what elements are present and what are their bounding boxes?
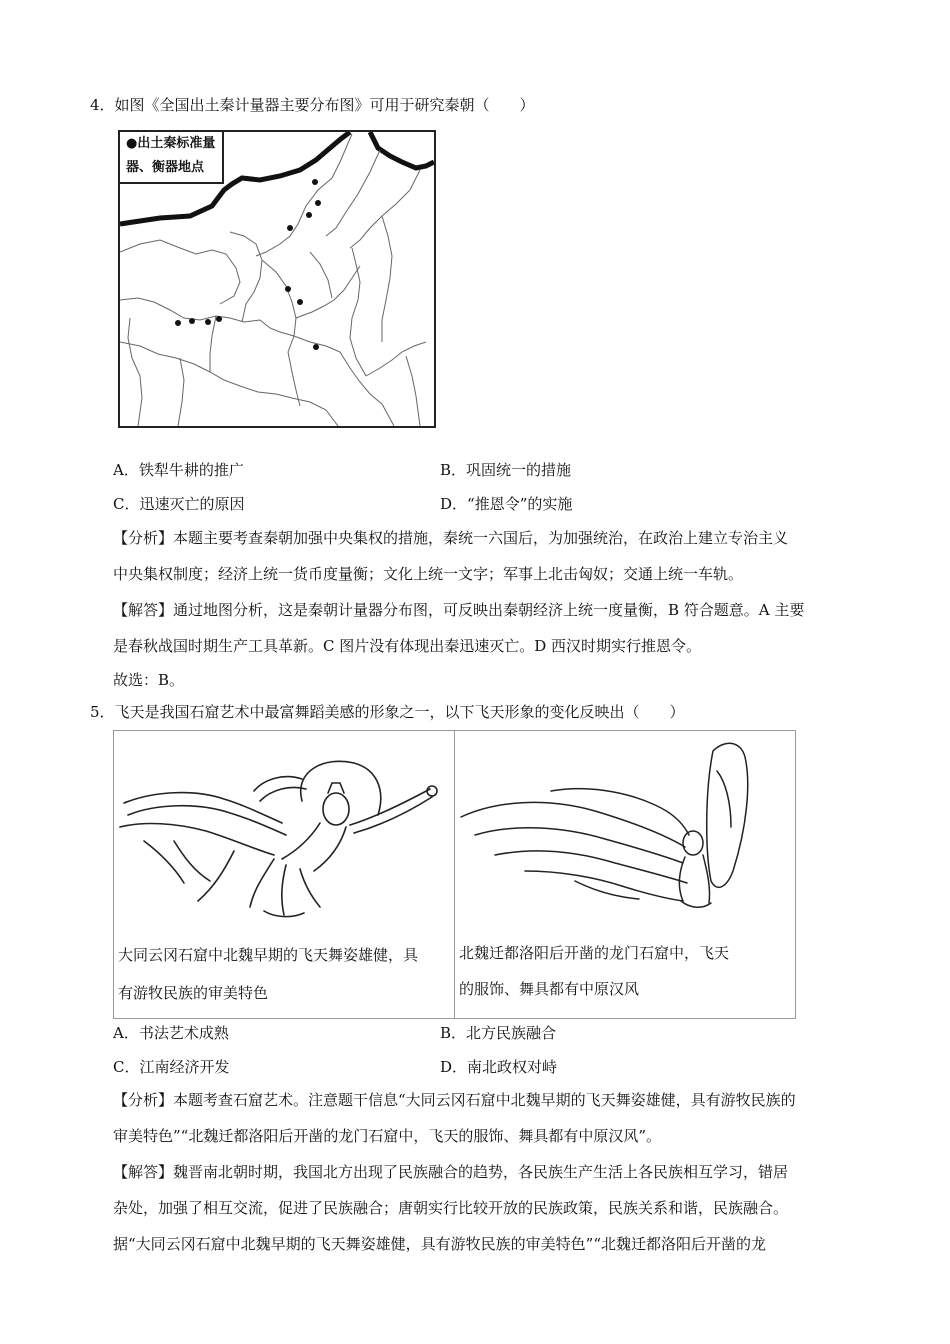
q4-option-d: D．“推恩令”的实施: [440, 495, 573, 513]
q4-answer: 【解答】通过地图分析，这是秦朝计量器分布图，可反映出秦朝经济上统一度量衡，B 符合题意。A 主要: [113, 601, 805, 619]
findspot-dot: [205, 319, 211, 325]
longmen-caption: 的服饰、舞具都有中原汉风: [459, 980, 640, 998]
findspot-dot: [312, 179, 318, 185]
q4-option-a: A．铁犁牛耕的推广: [113, 461, 244, 479]
q5-stem: 5．飞天是我国石窟艺术中最富舞蹈美感的形象之一，以下飞天形象的变化反映出（ ）: [90, 703, 685, 721]
q5-option-c: C．江南经济开发: [113, 1058, 230, 1076]
findspot-dot: [313, 344, 319, 350]
q4-option-c: C．迅速灭亡的原因: [113, 495, 245, 513]
q5-answer: 据“大同云冈石窟中北魏早期的飞天舞姿雄健，具有游牧民族的审美特色”“北魏迁都洛阳后开凿的龙: [113, 1235, 767, 1253]
findspot-dot: [216, 316, 222, 322]
feitian-image-table: [113, 730, 796, 1019]
q4-answer: 是春秋战国时期生产工具革新。C 图片没有体现出秦迅速灭亡。D 西汉时期实行推恩令。: [113, 637, 702, 655]
findspot-dot: [285, 286, 291, 292]
findspot-dot: [306, 212, 312, 218]
findspot-dot: [287, 225, 293, 231]
yungang-caption: 有游牧民族的审美特色: [118, 984, 269, 1002]
findspot-dot: [175, 320, 181, 326]
legend-line: ●出土秦标准量: [126, 136, 216, 151]
yungang-cell: [114, 731, 455, 1018]
longmen-feitian-illustration: [455, 731, 795, 931]
q5-option-b: B．北方民族融合: [440, 1024, 557, 1042]
findspot-dot: [297, 299, 303, 305]
findspot-markers: [175, 179, 321, 350]
qin-measure-map: [118, 130, 436, 428]
findspot-dot: [315, 200, 321, 206]
findspot-dot: [189, 318, 195, 324]
legend-line: 器、衡器地点: [126, 160, 205, 175]
q5-option-d: D．南北政权对峙: [440, 1058, 558, 1076]
q4-option-b: B．巩固统一的措施: [440, 461, 572, 479]
q5-option-a: A．书法艺术成熟: [113, 1024, 229, 1042]
map-legend: [120, 132, 224, 184]
q4-choice: 故选：B。: [113, 671, 185, 689]
longmen-cell: [455, 731, 795, 1018]
q5-answer: 杂处，加强了相互交流，促进了民族融合；唐朝实行比较开放的民族政策，民族关系和谐，民族融合。: [113, 1199, 789, 1217]
q4-stem: 4．如图《全国出土秦计量器主要分布图》可用于研究秦朝（ ）: [90, 96, 535, 114]
longmen-caption: 北魏迁都洛阳后开凿的龙门石窟中，飞天: [459, 944, 730, 962]
q5-analysis: 【分析】本题考查石窟艺术。注意题干信息“大同云冈石窟中北魏早期的飞天舞姿雄健，具有游牧民族的: [113, 1091, 796, 1109]
yungang-feitian-illustration: [114, 731, 454, 931]
q4-analysis: 【分析】本题主要考查秦朝加强中央集权的措施，秦统一六国后，为加强统治，在政治上建立专治主义: [113, 529, 789, 547]
q5-answer: 【解答】魏晋南北朝时期，我国北方出现了民族融合的趋势，各民族生产生活上各民族相互学习，错居: [113, 1163, 789, 1181]
q5-analysis: 审美特色”“北魏迁都洛阳后开凿的龙门石窟中，飞天的服饰、舞具都有中原汉风”。: [113, 1127, 662, 1145]
q4-analysis: 中央集权制度；经济上统一货币度量衡；文化上统一文字；军事上北击匈奴；交通上统一车轨。: [113, 565, 744, 583]
yungang-caption: 大同云冈石窟中北魏早期的飞天舞姿雄健，具: [118, 946, 419, 964]
